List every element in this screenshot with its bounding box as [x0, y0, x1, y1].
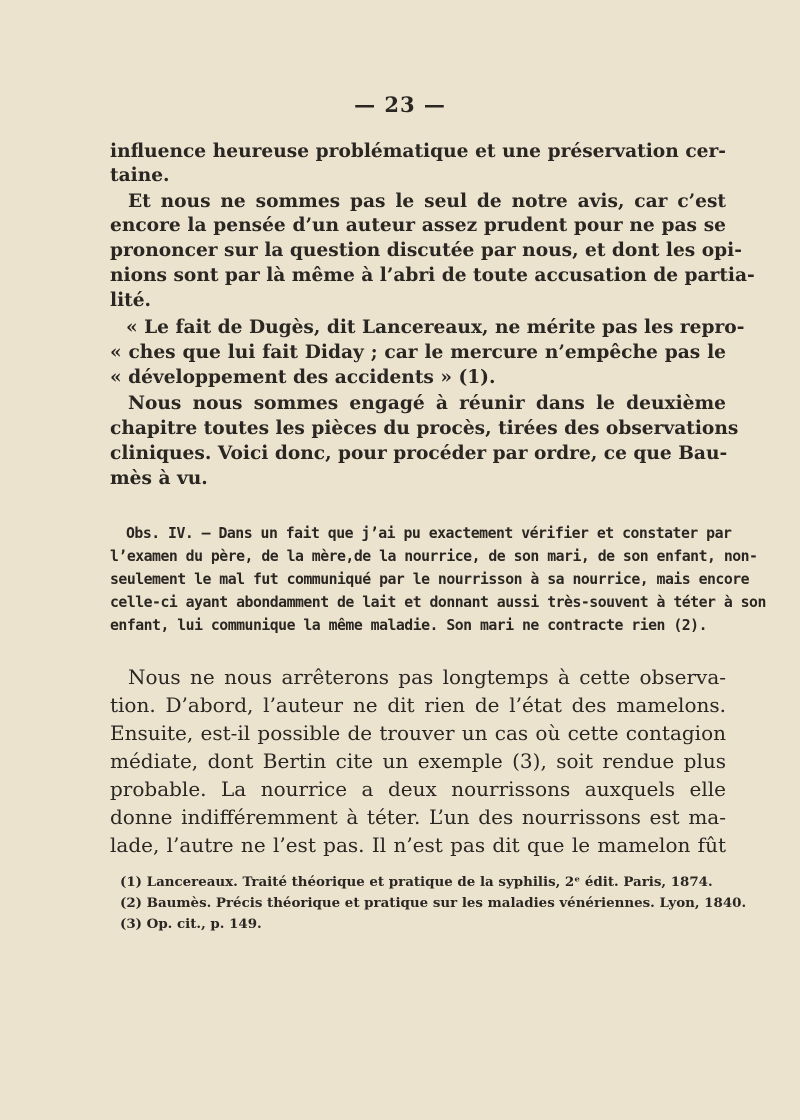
- footnote: (2) Baumès. Précis théorique et pratique sur les maladies vénériennes. Lyon, 1840.: [120, 895, 747, 911]
- text-line: lité.: [110, 290, 152, 311]
- quote-line: « Le fait de Dugès, dit Lancereaux, ne mérite pas les repro-: [126, 317, 745, 338]
- quote-line: « développement des accidents » (1).: [110, 367, 496, 388]
- text-line: Nous nous sommes engagé à réunir dans le deuxième: [128, 393, 726, 414]
- observation-line: l’examen du père, de la mère,de la nourrice, de son mari, de son enfant, non-: [110, 548, 758, 565]
- text-line: chapitre toutes les pièces du procès, tirées des observations: [110, 418, 739, 439]
- text-line: mès à vu.: [110, 468, 208, 489]
- text-line: tion. D’abord, l’auteur ne dit rien de l’état des mamelons.: [110, 693, 726, 717]
- text-line: Et nous ne sommes pas le seul de notre avis, car c’est: [128, 191, 726, 212]
- footnote: (1) Lancereaux. Traité théorique et pratique de la syphilis, 2ᵉ édit. Paris, 1874.: [120, 874, 713, 890]
- observation-line: Obs. IV. — Dans un fait que j’ai pu exactement vérifier et constater par: [126, 525, 732, 542]
- observation-line: enfant, lui communique la même maladie. Son mari ne contracte rien (2).: [110, 617, 708, 634]
- text-line: probable. La nourrice a deux nourrissons auxquels elle: [110, 777, 726, 801]
- observation-line: seulement le mal fut communiqué par le nourrisson à sa nourrice, mais encore: [110, 571, 750, 588]
- text-line: Ensuite, est-il possible de trouver un cas où cette contagion: [110, 721, 726, 745]
- text-line: encore la pensée d’un auteur assez prudent pour ne pas se: [110, 215, 726, 236]
- text-line: médiate, dont Bertin cite un exemple (3), soit rendue plus: [110, 749, 726, 773]
- text-line: Nous ne nous arrêterons pas longtemps à cette observa-: [128, 665, 726, 689]
- text-line: prononcer sur la question discutée par nous, et dont les opi-: [110, 240, 742, 261]
- text-line: nions sont par là même à l’abri de toute accusation de partia-: [110, 265, 755, 286]
- page-number: — 23 —: [354, 92, 446, 117]
- footnote: (3) Op. cit., p. 149.: [120, 916, 262, 932]
- text-line: donne indifféremment à téter. L’un des nourrissons est ma-: [110, 805, 726, 829]
- text-line: influence heureuse problématique et une préservation cer-: [110, 141, 726, 162]
- text-line: cliniques. Voici donc, pour procéder par ordre, ce que Bau-: [110, 443, 728, 464]
- text-line: lade, l’autre ne l’est pas. Il n’est pas dit que le mamelon fût: [110, 833, 726, 857]
- text-line: taine.: [110, 165, 170, 186]
- observation-line: celle-ci ayant abondamment de lait et donnant aussi très-souvent à téter à son: [110, 594, 766, 611]
- quote-line: « ches que lui fait Diday ; car le mercure n’empêche pas le: [110, 342, 726, 363]
